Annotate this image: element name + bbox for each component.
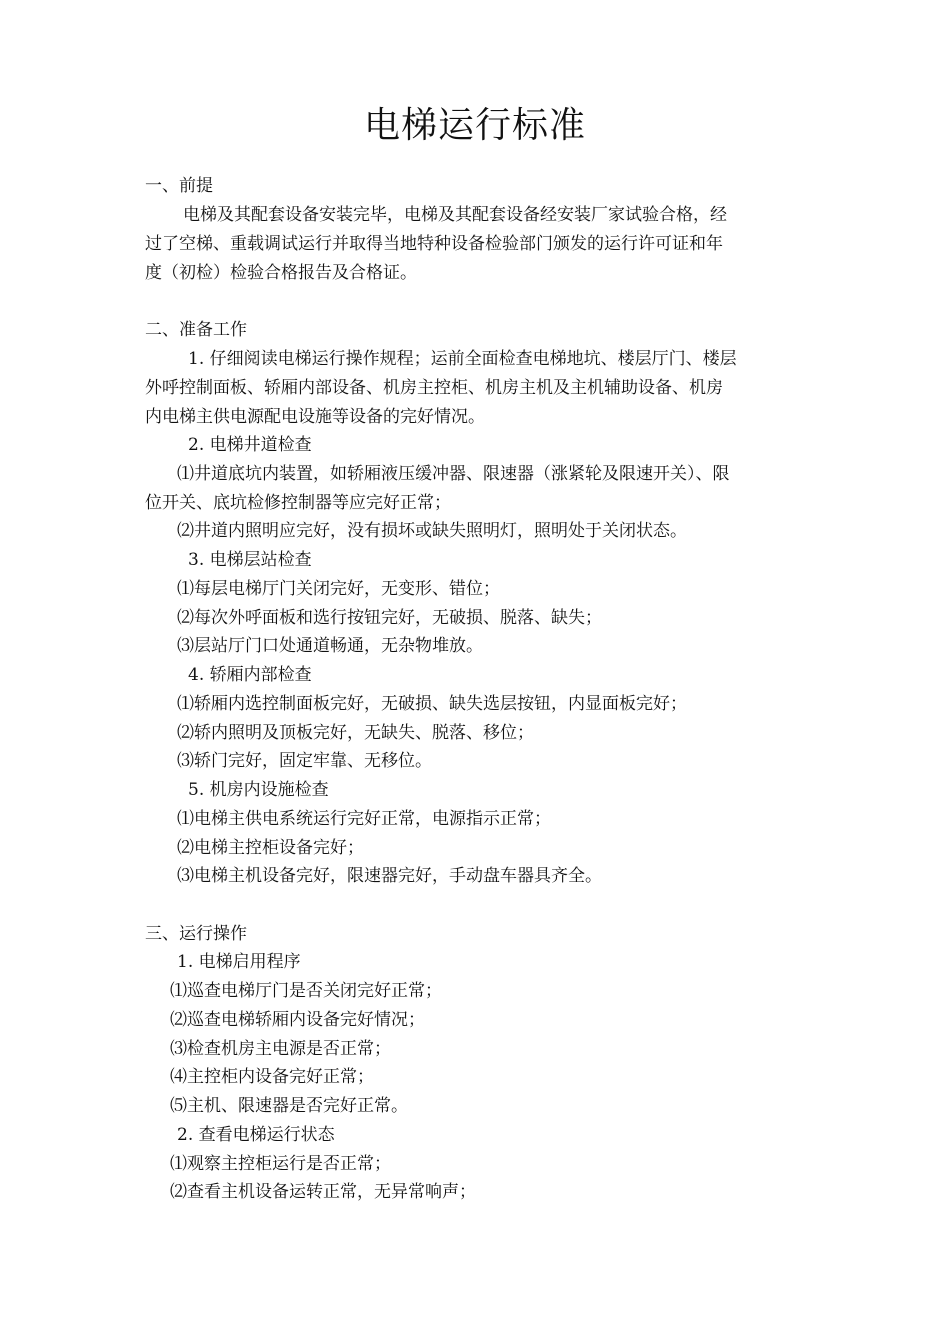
paragraph-line: 内电梯主供电源配电设施等设备的完好情况。 [145,407,485,427]
paragraph-line: 过了空梯、重载调试运行并取得当地特种设备检验部门颁发的运行许可证和年 [145,234,723,254]
sub-item-line: ⑴轿厢内选控制面板完好，无破损、缺失选层按钮，内显面板完好； [177,694,687,714]
sub-item-line: ⑴巡查电梯厅门是否关闭完好正常； [170,981,442,1001]
section-heading: 二、准备工作 [145,320,247,340]
paragraph-line: 度（初检）检验合格报告及合格证。 [145,263,417,283]
item-label: 3. 电梯层站检查 [188,550,312,570]
sub-item-line: ⑵每次外呼面板和选行按钮完好，无破损、脱落、缺失； [177,608,602,628]
item-label: 2. 电梯井道检查 [188,435,312,455]
sub-item-line: ⑶检查机房主电源是否正常； [170,1039,391,1059]
section-heading: 三、运行操作 [145,924,247,944]
sub-item-line: ⑴观察主控柜运行是否正常； [170,1154,391,1174]
item-label: 4. 轿厢内部检查 [188,665,312,685]
section-heading: 一、前提 [145,176,213,196]
item-label: 2. 查看电梯运行状态 [177,1125,335,1145]
sub-item-line: ⑴每层电梯厅门关闭完好，无变形、错位； [177,579,500,599]
sub-item-line: ⑶轿门完好，固定牢靠、无移位。 [177,751,432,771]
sub-item-line: ⑵井道内照明应完好，没有损坏或缺失照明灯，照明处于关闭状态。 [177,521,687,541]
sub-item-line: ⑵轿内照明及顶板完好，无缺失、脱落、移位； [177,723,534,743]
sub-item-line: ⑶电梯主机设备完好，限速器完好，手动盘车器具齐全。 [177,866,602,886]
sub-item-line: 位开关、底坑检修控制器等应完好正常； [145,493,451,513]
sub-item-line: ⑴井道底坑内装置，如轿厢液压缓冲器、限速器（涨紧轮及限速开关）、限 [177,464,730,484]
sub-item-line: ⑴电梯主供电系统运行完好正常，电源指示正常； [177,809,551,829]
sub-item-line: ⑵电梯主控柜设备完好； [177,838,364,858]
paragraph-line: 1. 仔细阅读电梯运行操作规程；运前全面检查电梯地坑、楼层厅门、楼层 [188,349,737,369]
sub-item-line: ⑵查看主机设备运转正常，无异常响声； [170,1182,476,1202]
sub-item-line: ⑶层站厅门口处通道畅通，无杂物堆放。 [177,636,483,656]
paragraph-line: 电梯及其配套设备安装完毕，电梯及其配套设备经安装厂家试验合格，经 [183,205,727,225]
sub-item-line: ⑸主机、限速器是否完好正常。 [170,1096,408,1116]
sub-item-line: ⑵巡查电梯轿厢内设备完好情况； [170,1010,425,1030]
item-label: 5. 机房内设施检查 [188,780,329,800]
sub-item-line: ⑷主控柜内设备完好正常； [170,1067,374,1087]
item-label: 1. 电梯启用程序 [177,952,301,972]
document-title: 电梯运行标准 [363,105,586,146]
paragraph-line: 外呼控制面板、轿厢内部设备、机房主控柜、机房主机及主机辅助设备、机房 [145,378,723,398]
